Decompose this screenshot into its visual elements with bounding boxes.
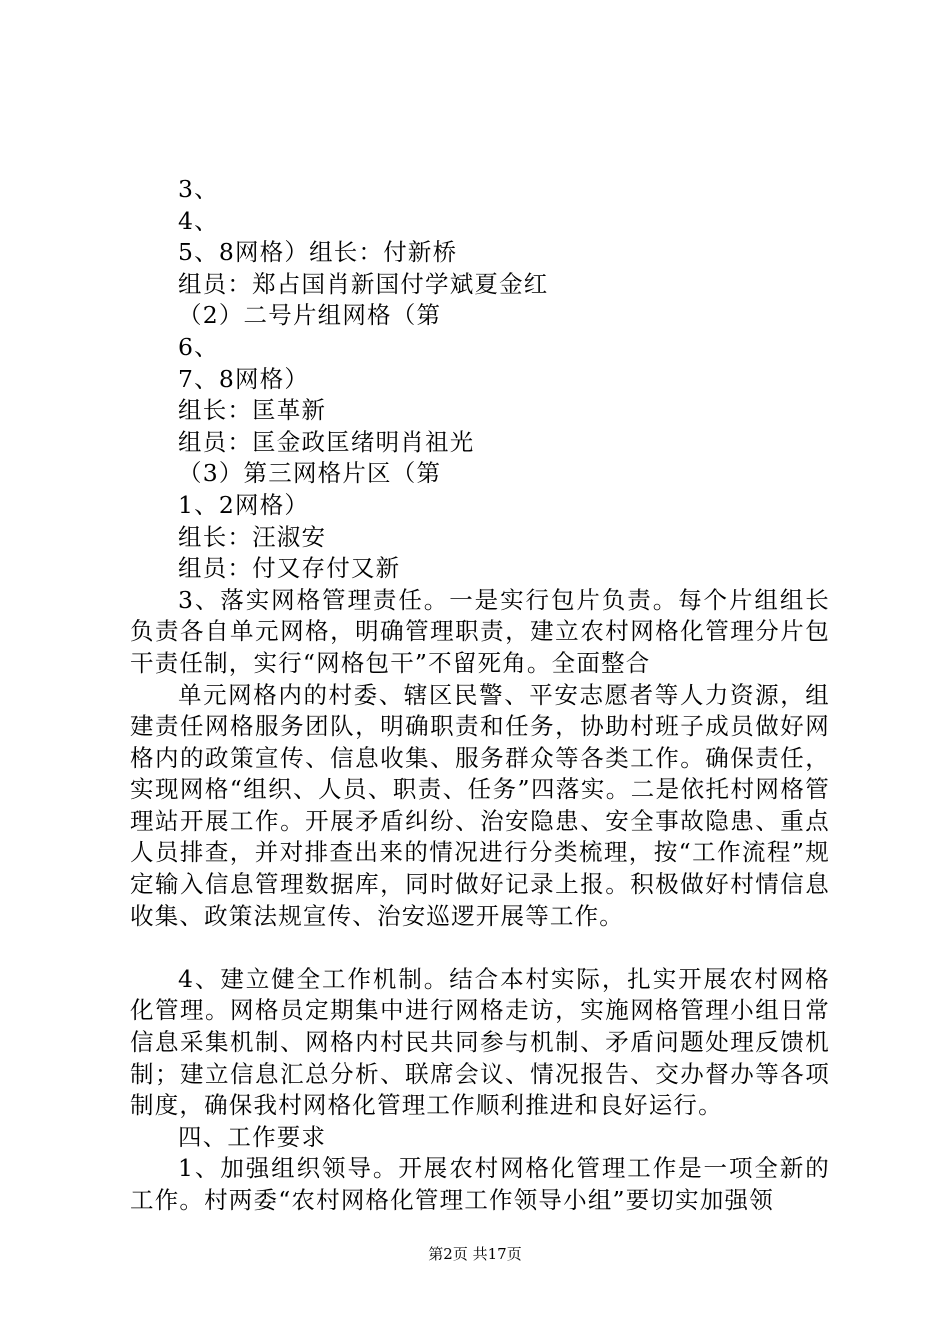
page-footer: [0, 1244, 950, 1264]
list-line: 1、2网格）: [178, 490, 310, 519]
paragraph: 单元网格内的村委、辖区民警、平安志愿者等人力资源，组建责任网格服务团队，明确职责和任务，协助村班子成员做好网格内的政策宣传、信息收集、服务群众等各类工作。确保责任，实现网格“组织、人员、职责、任务”四落实。二是依托村网格管理站开展工作。开展矛盾纠纷、治安隐患、安全事故隐患、重点人员排查，并对排查出来的情况进行分类梳理，按“工作流程”规定输入信息管理数据库，同时做好记录上报。积极做好村情信息收集、政策法规宣传、治安巡逻开展等工作。: [130, 680, 830, 930]
page-number-label: 第2页 共17页: [428, 1245, 522, 1263]
list-line: 7、8网格）: [178, 364, 310, 393]
list-line: 组长：汪淑安: [178, 522, 327, 551]
paragraph-gap: [130, 932, 830, 964]
section-heading: 四、工作要求: [178, 1122, 327, 1151]
list-line: 组员：郑占国肖新国付学斌夏金红: [178, 269, 549, 298]
list-line: （2）二号片组网格（第: [178, 301, 442, 330]
paragraph: 3、落实网格管理责任。一是实行包片负责。每个片组组长负责各自单元网格，明确管理职责，建立农村网格化管理分片包干责任制，实行“网格包干”不留死角。全面整合: [130, 585, 830, 677]
list-line: 5、8网格）组长：付新桥: [178, 238, 458, 267]
list-line: 6、: [178, 332, 219, 361]
list-line: 4、: [178, 206, 219, 235]
document-body: [130, 174, 830, 1217]
list-line: 3、: [178, 175, 219, 203]
list-line: 组长：匡革新: [178, 396, 327, 425]
list-line: （3）第三网格片区（第: [178, 459, 442, 488]
paragraph: 1、加强组织领导。开展农村网格化管理工作是一项全新的工作。村两委“农村网格化管理工作领导小组”要切实加强领: [130, 1154, 830, 1214]
list-line: 组员：付又存付又新: [178, 554, 401, 583]
paragraph: 4、建立健全工作机制。结合本村实际，扎实开展农村网格化管理。网格员定期集中进行网格走访，实施网格管理小组日常信息采集机制、网格内村民共同参与机制、矛盾问题处理反馈机制；建立信息汇总分析、联席会议、情况报告、交办督办等各项制度，确保我村网格化管理工作顺利推进和良好运行。: [130, 964, 830, 1120]
list-line: 组员：匡金政匡绪明肖祖光: [178, 427, 475, 456]
